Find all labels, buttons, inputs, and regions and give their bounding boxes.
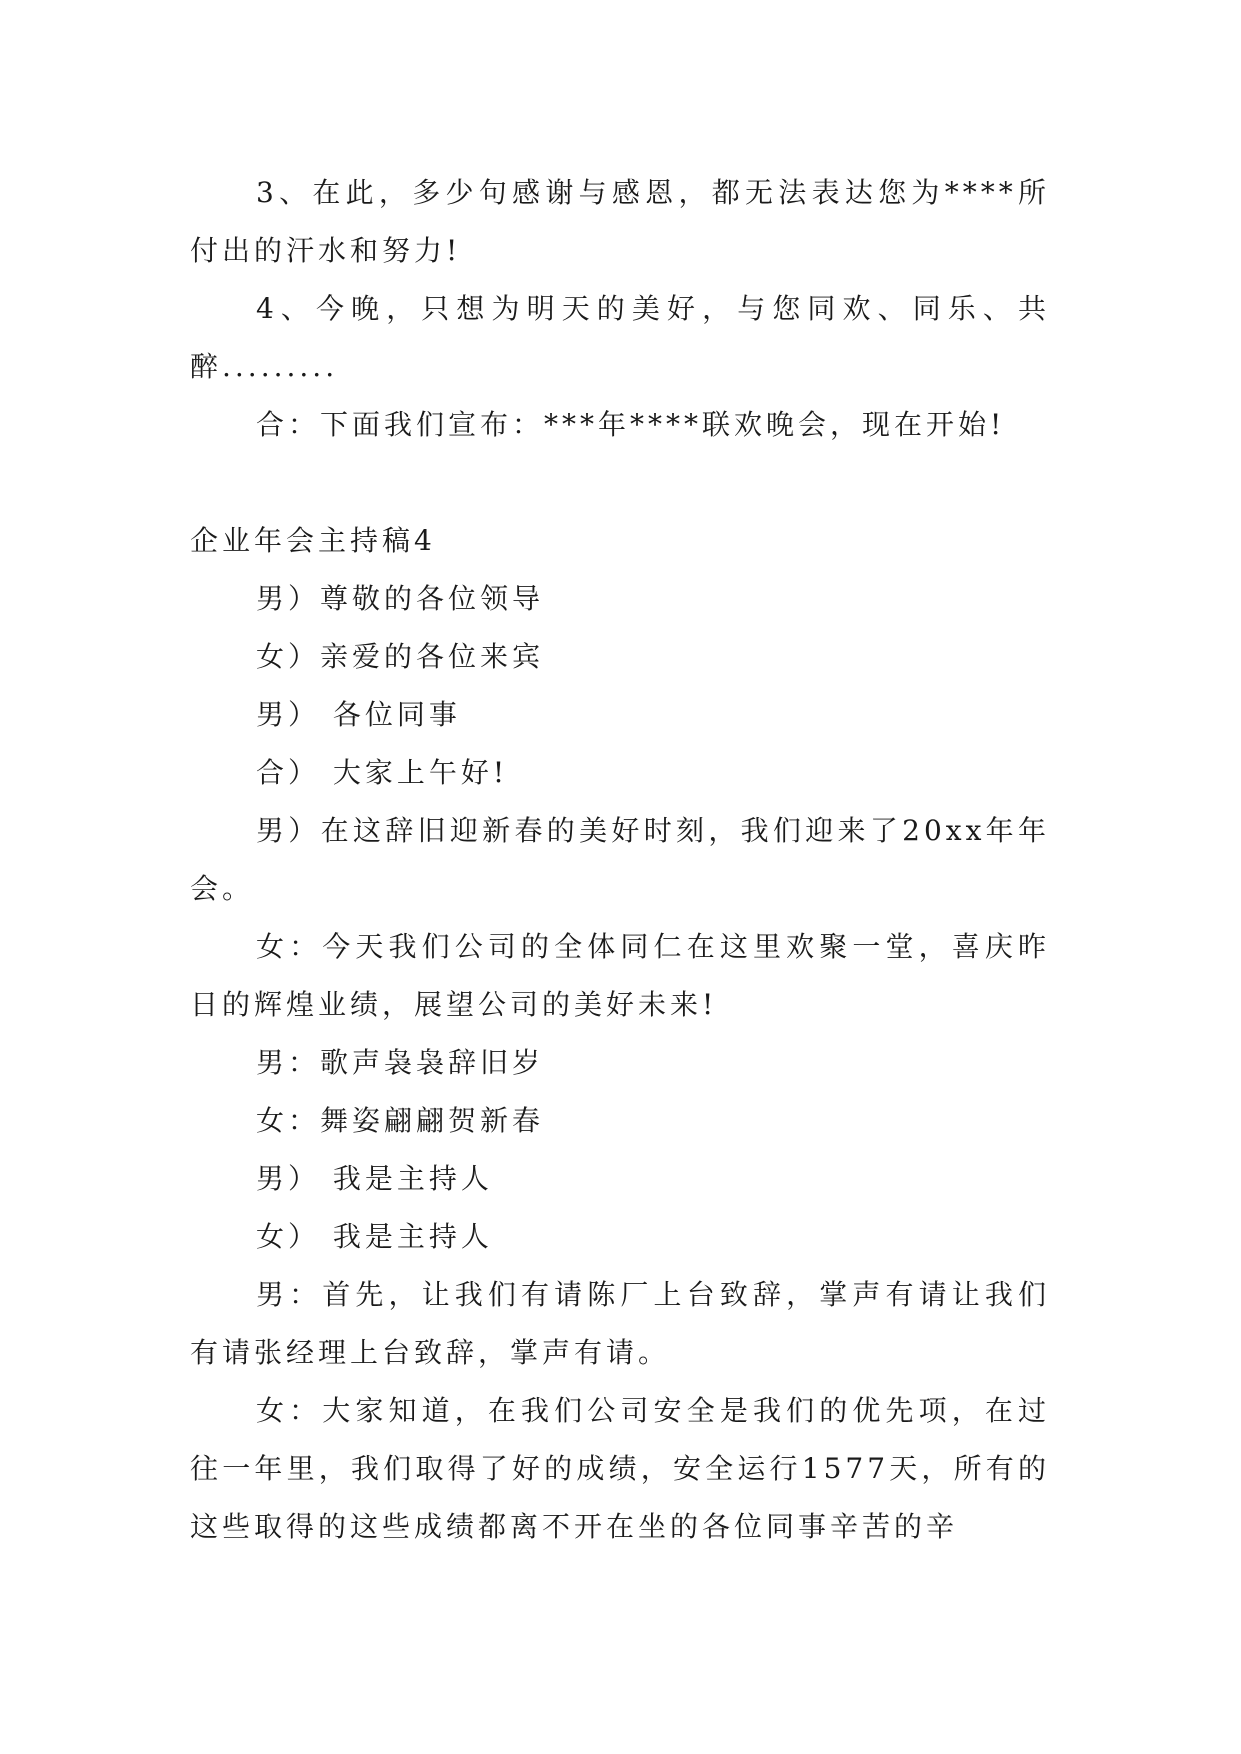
- line-male-speech-invite: 男：首先，让我们有请陈厂上台致辞，掌声有请让我们有请张经理上台致辞，掌声有请。: [190, 1278, 1050, 1369]
- section-title: 企业年会主持稿4: [190, 524, 436, 557]
- line-female-dance: 女：舞姿翩翩贺新春: [256, 1104, 545, 1137]
- line-male-greeting-leaders: 男）尊敬的各位领导: [256, 582, 545, 615]
- line-male-song: 男：歌声袅袅辞旧岁: [256, 1046, 545, 1079]
- paragraph-announce-start: 合：下面我们宣布：***年****联欢晚会，现在开始!: [256, 408, 1006, 441]
- line-male-annual-meeting: 男）在这辞旧迎新春的美好时刻，我们迎来了20xx年年会。: [190, 814, 1050, 905]
- line-female-greeting-guests: 女）亲爱的各位来宾: [256, 640, 545, 673]
- line-female-safety-record: 女：大家知道，在我们公司安全是我们的优先项，在过往一年里，我们取得了好的成绩，安全运行1577天，所有的这些取得的这些成绩都离不开在坐的各位同事辛苦的辛: [190, 1394, 1050, 1543]
- line-male-greeting-colleagues: 男） 各位同事: [256, 698, 461, 731]
- section-spacer: [190, 454, 1050, 512]
- document-body: [190, 164, 1050, 1556]
- paragraph-thanks: 3、在此，多少句感谢与感恩，都无法表达您为****所付出的汗水和努力!: [190, 176, 1050, 267]
- line-male-host-intro: 男） 我是主持人: [256, 1162, 493, 1195]
- paragraph-tonight: 4、今晚，只想为明天的美好，与您同欢、同乐、共醉.........: [190, 292, 1050, 383]
- line-together-good-morning: 合） 大家上午好!: [256, 756, 509, 789]
- line-female-gathering: 女：今天我们公司的全体同仁在这里欢聚一堂，喜庆昨日的辉煌业绩，展望公司的美好未来!: [190, 930, 1050, 1021]
- line-female-host-intro: 女） 我是主持人: [256, 1220, 493, 1253]
